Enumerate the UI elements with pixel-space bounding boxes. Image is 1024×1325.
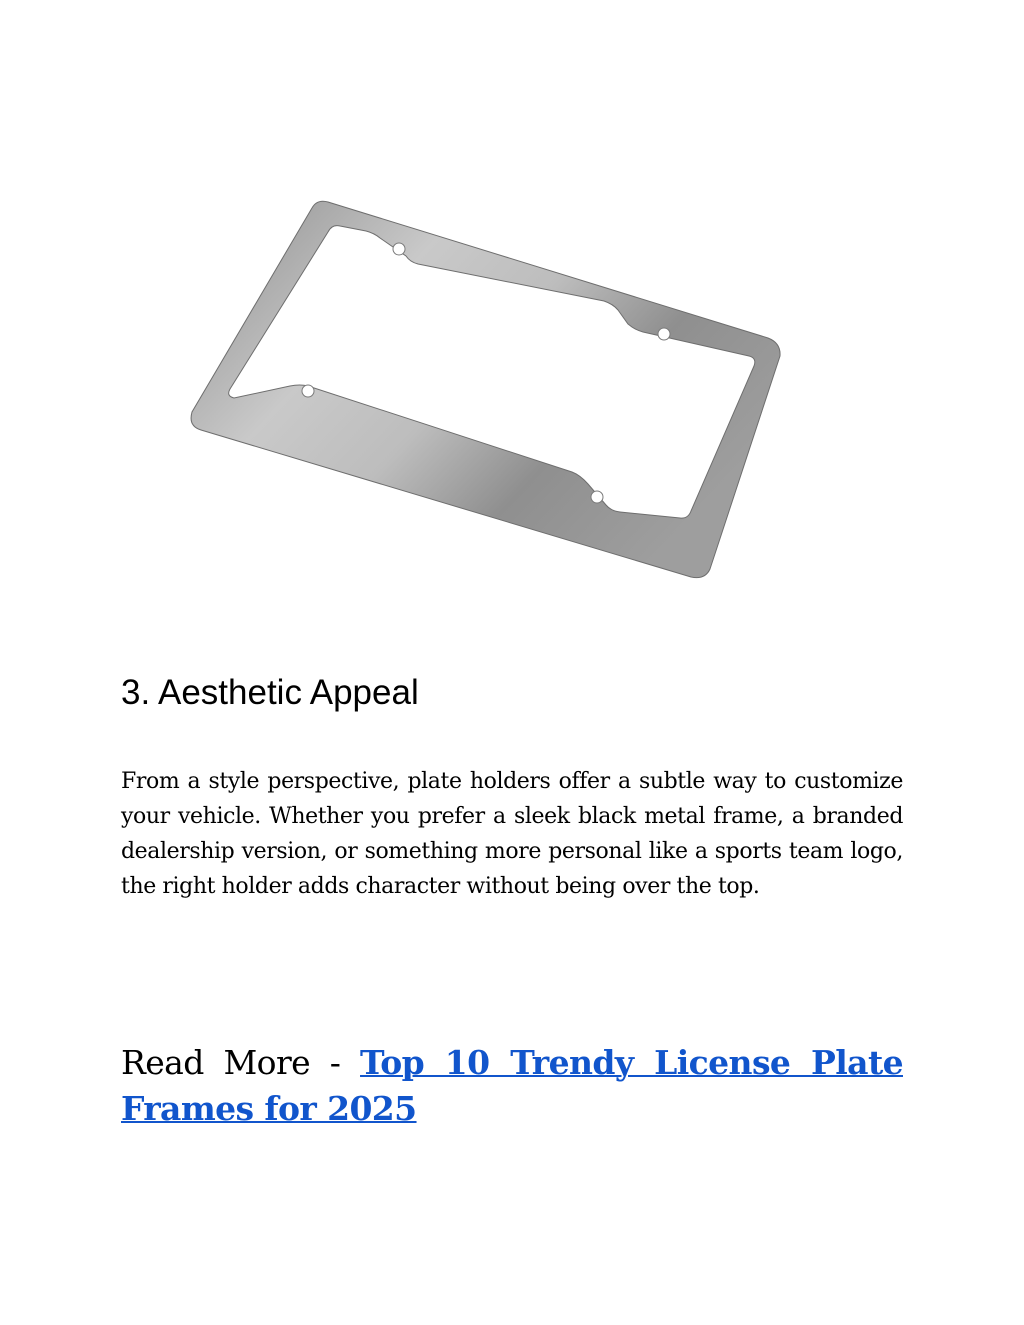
mounting-hole-bottom-left: [302, 385, 314, 397]
frame-body: [191, 201, 780, 577]
section-heading: 3. Aesthetic Appeal: [121, 673, 419, 712]
license-plate-frame-image: [170, 180, 810, 600]
section-paragraph: From a style perspective, plate holders offer a subtle way to customize your vehicle. Whether you prefer a sleek black metal frame, a branded dealership version, or something more personal like a sports team logo, the right holder adds character without being over the top.: [121, 769, 903, 899]
mounting-hole-bottom-right: [591, 491, 603, 503]
mounting-hole-top-right: [658, 328, 670, 340]
read-more-line: [121, 1040, 903, 1132]
mounting-hole-top-left: [393, 243, 405, 255]
read-more-prefix: Read More -: [121, 1043, 361, 1082]
license-plate-frame-graphic: [170, 180, 810, 600]
read-more-link[interactable]: Top 10 Trendy License Plate Frames for 2025: [121, 1043, 903, 1128]
